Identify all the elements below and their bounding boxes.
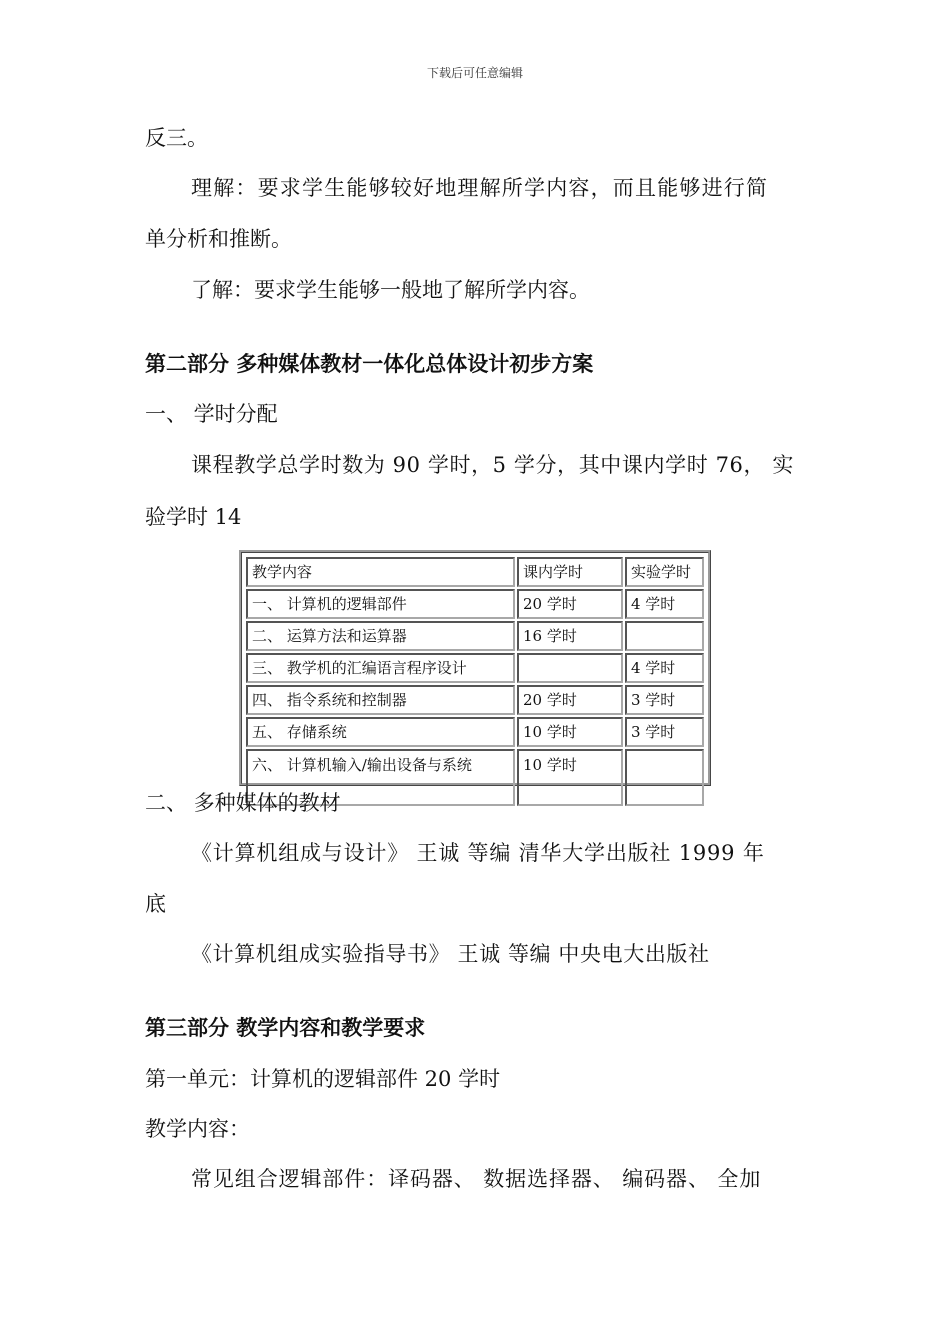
table-cell: 三、 教学机的汇编语言程序设计: [246, 653, 515, 683]
table-cell: 10 学时: [517, 749, 623, 806]
subsection-heading: 二、 多种媒体的教材: [145, 791, 341, 815]
paragraph-line: 了解：要求学生能够一般地了解所学内容。: [191, 278, 590, 302]
table-row: [246, 685, 704, 715]
paragraph-line: 《计算机组成实验指导书》 王诚 等编 中央电大出版社: [191, 942, 710, 966]
unit-heading: 第一单元：计算机的逻辑部件 20 学时: [145, 1067, 501, 1091]
table-cell: 四、 指令系统和控制器: [246, 685, 515, 715]
paragraph-line: 验学时 14: [145, 505, 242, 529]
table-cell: 20 学时: [517, 589, 623, 619]
table-cell: 10 学时: [517, 717, 623, 747]
hours-table: [239, 550, 711, 786]
content-label: 教学内容：: [145, 1117, 250, 1141]
table-header-cell: 实验学时: [625, 557, 704, 587]
table-row: [246, 621, 704, 651]
table-row: [246, 589, 704, 619]
table-header-cell: 课内学时: [517, 557, 623, 587]
paragraph-line: 理解：要求学生能够较好地理解所学内容，而且能够进行简: [191, 176, 769, 200]
table-cell: 3 学时: [625, 717, 704, 747]
paragraph-line: 常见组合逻辑部件：译码器、 数据选择器、 编码器、 全加: [191, 1167, 762, 1191]
paragraph-line: 反三。: [145, 126, 208, 150]
table-cell: [517, 653, 623, 683]
table-cell: 20 学时: [517, 685, 623, 715]
table-cell: 一、 计算机的逻辑部件: [246, 589, 515, 619]
table-cell: 3 学时: [625, 685, 704, 715]
paragraph-line: 底: [145, 892, 166, 916]
table-row: [246, 717, 704, 747]
table-row: [246, 653, 704, 683]
subsection-heading: 一、 学时分配: [145, 402, 278, 426]
table-cell: 4 学时: [625, 589, 704, 619]
paragraph-line: 课程教学总学时数为 90 学时，5 学分，其中课内学时 76， 实: [191, 453, 794, 477]
table-cell: [625, 621, 704, 651]
table-header-row: [246, 557, 704, 587]
page-header: 下载后可任意编辑: [426, 66, 523, 80]
paragraph-line: 单分析和推断。: [145, 227, 292, 251]
table-cell: 六、 计算机输入/输出设备与系统: [246, 749, 515, 806]
table-cell: 二、 运算方法和运算器: [246, 621, 515, 651]
table-header-cell: 教学内容: [246, 557, 515, 587]
section-heading: 第二部分 多种媒体教材一体化总体设计初步方案: [145, 351, 594, 376]
table-cell: 4 学时: [625, 653, 704, 683]
table-cell: 16 学时: [517, 621, 623, 651]
table-cell: 五、 存储系统: [246, 717, 515, 747]
paragraph-line: 《计算机组成与设计》 王诚 等编 清华大学出版社 1999 年: [191, 841, 765, 865]
section-heading: 第三部分 教学内容和教学要求: [145, 1015, 426, 1040]
table-cell: [625, 749, 704, 806]
